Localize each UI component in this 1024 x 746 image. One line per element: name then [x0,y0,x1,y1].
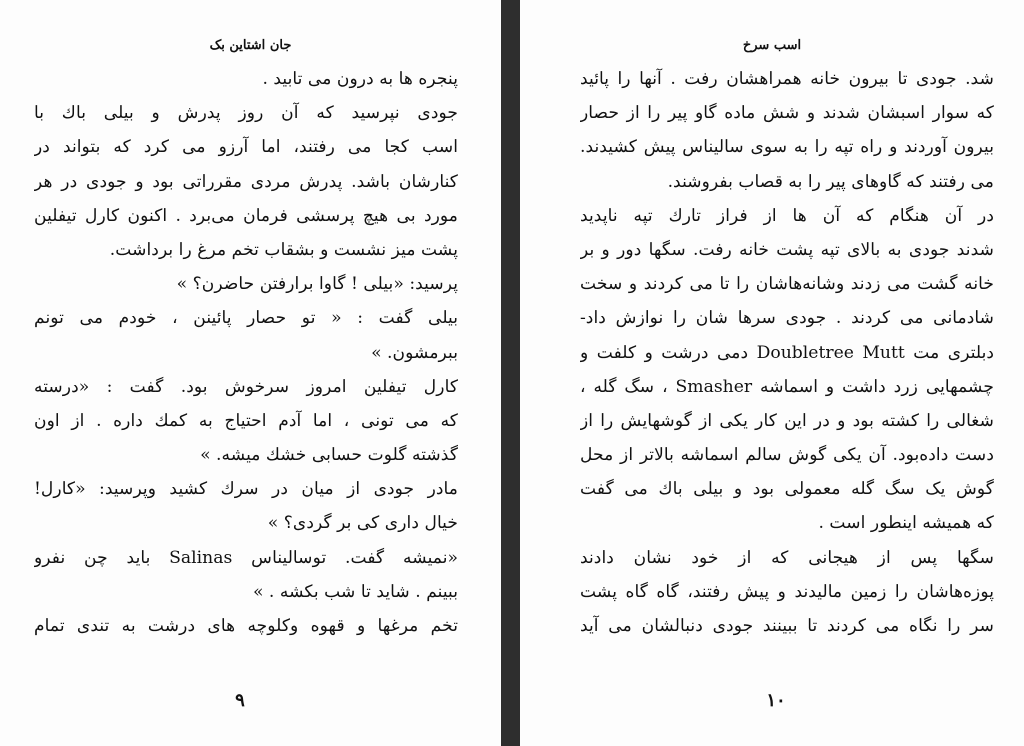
text-line: مادر جودی از میان در سرك کشید وپرسید: «کارل! [34,479,458,500]
text-line: جودی نپرسید که آن روز پدرش و بیلی باك با [34,103,458,124]
text-line: پنجره ها به درون می تابید . [262,69,458,89]
text-line: شد. جودی تا بیرون خانه همراهشان رفت . آنها را پائید [580,69,994,89]
text-line: دبلتری مت Doubletree Mutt دمی درشت و کلفت و [580,342,994,363]
text-line: پرسید: «بیلی ! گاوا برارفتن حاضرن؟ » [176,274,458,295]
text-line: مورد بی هیچ پرسشی فرمان می‌برد . اکنون کارل تیفلین [34,205,458,226]
right-page-text [580,62,994,643]
text-line: گوش یک سگ گله معمولی بود و بیلی باك می گفت [580,479,994,500]
text-line: سر را نگاه می کردند تا ببینند جودی دنبالشان می آید [580,616,994,636]
left-page-text [34,62,458,643]
text-line: شادمانی می کردند . جودی سرها شان را نوازش داد- [580,308,994,329]
text-line: ببینم . شاید تا شب بکشه . » [252,581,458,602]
text-line: گذشته گلوت حسابی خشك میشه. » [200,445,458,466]
text-line: که سوار اسبشان شدند و شش ماده گاو پیر را از حصار [580,103,994,124]
right-book-page [520,0,1024,746]
left-book-page [0,0,501,746]
text-line: پشت میز نشست و بشقاب تخم مرغ را برداشت. [109,239,458,260]
text-line: چشمهایی زرد داشت و اسماشه Smasher ، سگ گله ، [580,376,994,397]
text-line: ببرمشون. » [371,342,458,363]
text-line: شدند جودی به بالای تپه پشت خانه رفت. سگها دور و بر [580,239,994,260]
text-line: در آن هنگام که آن ها از فراز تارك تپه ناپدید [580,205,994,226]
text-line: بیلی گفت : « تو حصار پائینن ، خودم می تونم [34,308,458,329]
text-line: بیرون آوردند و راه تپه را به سوی سالیناس پیش کشیدند. [580,137,994,158]
text-line: که همیشه اینطور است . [818,513,994,534]
running-head-right: اسب سرخ [742,38,802,53]
page-number-right: ١٠ [766,690,786,711]
text-line: می رفتند که گاوهای پیر را به قصاب بفروشند. [667,171,994,192]
book-gutter [501,0,520,746]
running-head-left: جان اشتاین بک [209,38,292,53]
text-line: دست داده‌بود. آن یکی گوش سالم اسماشه بالاتر از محل [580,445,994,466]
text-line: خانه گشت می زدند وشانه‌هاشان را تا می کردند و سخت [580,274,994,295]
text-line: تخم مرغها و قهوه وکلوچه های درشت به تندی تمام [34,616,458,636]
text-line: خیال داری کی بر گردی؟ » [267,513,458,534]
text-line: کنارشان باشد. پدرش مردی مقرراتی بود و جودی در هر [34,171,458,192]
text-line: که می تونی ، اما آدم احتیاج به کمك داره . از اون [34,410,458,431]
page-number-left: ٩ [235,690,245,711]
text-line: کارل تیفلین امروز سرخوش بود. گفت : «درسته [34,376,458,397]
text-line: سگها پس از هیجانی که از خود نشان دادند [580,547,994,568]
text-line: شغالی را کشته بود و در این کار یکی از گوشهایش را از [580,410,994,431]
text-line: پوزه‌هاشان را زمین مالیدند و پیش رفتند، گاه گاه پشت [580,581,994,602]
text-line: «نمیشه گفت. توسالیناس Salinas باید چن نفرو [34,547,458,568]
text-line: اسب کجا می رفتند، اما آرزو می کرد که بتواند در [34,137,458,158]
